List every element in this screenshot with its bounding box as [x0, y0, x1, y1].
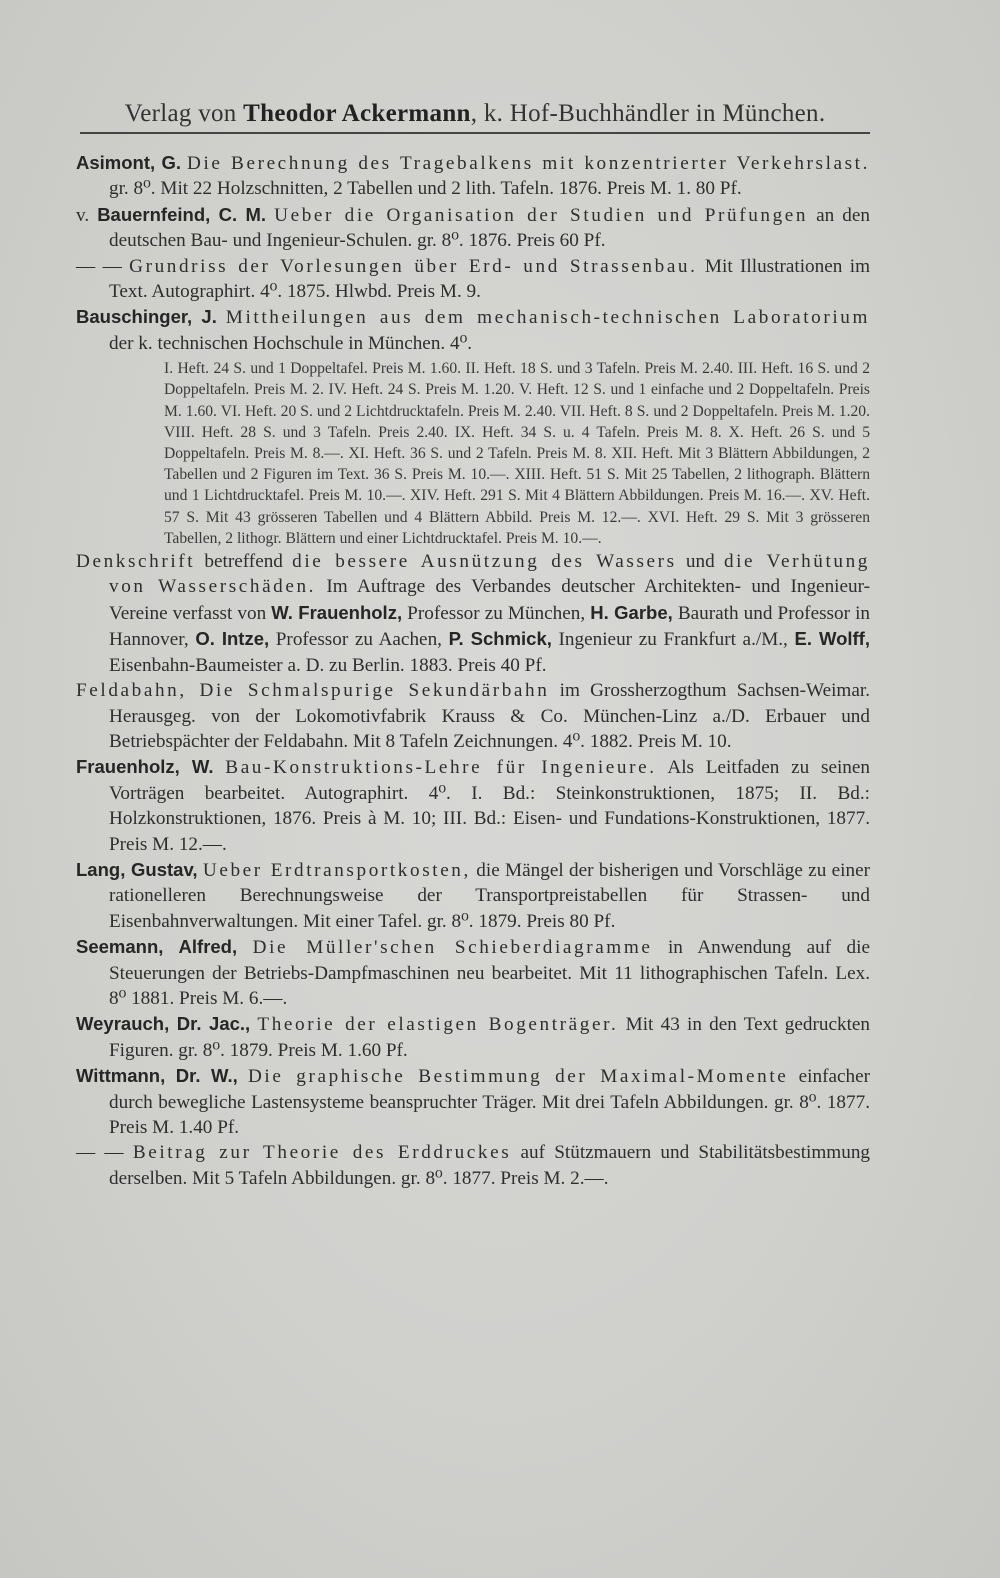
catalogue-entry	[76, 754, 870, 857]
entry-title: Ueber die Organisation der Studien und Prüfungen	[274, 204, 809, 226]
entry-title: Die graphische Bestimmung der Maximal-Momente	[247, 1066, 789, 1088]
entry-author: H. Garbe,	[590, 601, 673, 623]
catalogue-entry	[76, 549, 870, 678]
entry-author: E. Wolff,	[794, 628, 870, 650]
entry-title: Feldabahn, Die Schmalspurige Sekundärbahn	[76, 680, 550, 702]
entry-author: Frauenholz, W.	[76, 756, 214, 778]
entry-title: Theorie der elastigen Bogenträger.	[257, 1014, 619, 1036]
catalogue-entry	[76, 150, 870, 202]
entry-text: Eisenbahn-Baumeister a. D. zu Berlin. 1883. Preis 40 Pf.	[109, 654, 547, 676]
entry-text: Professor zu München,	[402, 602, 591, 624]
entry-author: Lang, Gustav,	[76, 858, 198, 880]
entry-author: O. Intze,	[195, 628, 270, 650]
entry-title: die bessere Ausnützung des Wassers	[292, 551, 677, 573]
entry-title: Mittheilungen aus dem mechanisch-technischen Laboratorium	[225, 307, 871, 329]
catalogue-entry	[76, 934, 870, 1011]
entry-dash: — —	[76, 255, 122, 277]
entry-author: Wittmann, Dr. W.,	[76, 1065, 238, 1087]
entry-text: Im Auftrage des Verbandes deutscher Architekten- und Ingenieur-Vereine verfasst von	[109, 576, 870, 624]
entry-details: im Grossherzogthum Sachsen-Weimar. Herausgeg. von der Lokomotivfabrik Krauss & Co. München-Linz a./D. Erbauer und Betriebspächter der Feldabahn. Mit 8 Tafeln Zeichnungen. 4⁰. 1882. Preis M. 10.	[109, 680, 870, 752]
entry-text: und	[676, 551, 724, 573]
entry-details: Mit 43 in den Text gedruckten Figuren. gr. 8⁰. 1879. Preis M. 1.60 Pf.	[109, 1014, 871, 1061]
publisher-header	[80, 100, 870, 128]
entry-prefix: v.	[76, 204, 98, 226]
entry-text: betreffend	[195, 551, 293, 573]
entry-text: Baurath und Professor in Hannover,	[109, 602, 871, 651]
entry-author: Seemann, Alfred,	[76, 936, 238, 958]
entry-title: Die Berechnung des Tragebalkens mit konzentrierter Verkehrslast.	[186, 153, 871, 174]
entry-details: die Mängel der bisherigen und Vorschläge zu einer rationelleren Berechnungsweise der Transportpreistabellen für Strassen- und Eisenbahnverwaltungen. Mit einer Tafel. gr. 8⁰. 1879. Preis 80 Pf.	[109, 859, 870, 932]
publisher-name: Theodor Ackermann	[243, 100, 471, 127]
entry-details: in Anwendung auf die Steuerungen der Betriebs-Dampfmaschinen neu bearbeitet. Mit 11 lithographischen Tafeln. Lex. 8⁰ 1881. Preis M. 6.—.	[109, 937, 871, 1009]
entry-author: Weyrauch, Dr. Jac.,	[76, 1013, 251, 1035]
catalogue-entry	[76, 202, 870, 254]
entry-details: der k. technischen Hochschule in München. 4⁰.	[109, 332, 473, 354]
header-prefix: Verlag von	[124, 100, 244, 127]
entry-details: an den deutschen Bau- und Ingenieur-Schulen. gr. 8⁰. 1876. Preis 60 Pf.	[109, 204, 870, 252]
catalogue-entry	[76, 1063, 870, 1140]
header-rule	[80, 132, 870, 134]
entry-title: Denkschrift	[76, 551, 196, 573]
entry-author: Bauschinger, J.	[76, 306, 217, 328]
catalogue-entry	[76, 1140, 870, 1191]
entry-details: einfacher durch bewegliche Lastensysteme beanspruchter Träger. Mit drei Tafeln Abbildungen. gr. 8⁰. 1877. Preis M. 1.40 Pf.	[109, 1066, 871, 1139]
entry-volume-list: I. Heft. 24 S. und 1 Doppeltafel. Preis M. 1.60. II. Heft. 18 S. und 3 Tafeln. Preis M. 2.40. III. Heft. 16 S. und 2 Doppeltafeln. Preis M. 2. IV. Heft. 24 S. Preis M. 1.20. V. Heft. 12 S. und 1 einfache und 2 Doppeltafeln. Preis M. 1.60. VI. Heft. 20 S. und 2 Lichtdrucktafeln. Preis M. 2.40. VII. Heft. 8 S. und 2 Doppeltafeln. Preis M. 1.20. VIII. Heft. 28 S. und 3 Tafeln. Preis 2.40. IX. Heft. 34 S. u. 4 Tafeln. Preis M. 8. X. Heft. 26 S. und 5 Doppeltafeln. Preis M. 8.—. XI. Heft. 36 S. und 2 Tafeln. Preis M. 8. XII. Heft. Mit 3 Blättern Abbildungen, 2 Tabellen und 2 Figuren im Text. 36 S. Preis M. 10.—. XIII. Heft. 51 S. Mit 25 Tabellen, 2 lithograph. Blättern und 1 Lichtdrucktafel. Preis M. 10.—. XIV. Heft. 291 S. Mit 4 Blättern Abbildungen. Preis M. 16.—. XV. Heft. 57 S. Mit 43 grösseren Tabellen und 4 Blättern Abbild. Preis M. 12.—. XVI. Heft. 29 S. Mit 3 grösseren Tabellen, 2 lithogr. Blättern und einer Lichtdrucktafel. Preis M. 10.—.	[164, 360, 870, 547]
entry-text: Ingenieur zu Frankfurt a./M.,	[551, 629, 795, 651]
header-suffix: , k. Hof-Buchhändler in München.	[470, 100, 826, 127]
entry-title: Bau-Konstruktions-Lehre für Ingenieure.	[225, 757, 657, 779]
entry-author: Bauernfeind, C. M.	[97, 203, 267, 225]
entry-dash: — —	[76, 1142, 124, 1164]
entry-title: Grundriss der Vorlesungen über Erd- und Strassenbau.	[129, 255, 698, 277]
entry-author: P. Schmick,	[448, 628, 552, 650]
entry-title: Ueber Erdtransportkosten,	[202, 859, 471, 881]
entry-title: Beitrag zur Theorie des Erddruckes	[132, 1142, 512, 1164]
catalogue-entry	[76, 254, 870, 305]
entry-text: Professor zu Aachen,	[269, 629, 449, 651]
catalogue-entry	[76, 304, 870, 356]
entry-details: Mit Illustrationen im Text. Autographirt. 4⁰. 1875. Hlwbd. Preis M. 9.	[109, 255, 870, 303]
entry-author: W. Frauenholz,	[271, 601, 403, 623]
entry-title: Die Müller'schen Schieberdiagramme	[252, 937, 653, 959]
entry-title: die Verhütung von Wasserschäden.	[109, 551, 870, 598]
entry-details: gr. 8⁰. Mit 22 Holzschnitten, 2 Tabellen und 2 lith. Tafeln. 1876. Preis M. 1. 80 Pf.	[109, 178, 742, 200]
catalogue-entry	[76, 678, 870, 754]
catalogue-entry	[76, 857, 870, 934]
catalogue-list	[76, 150, 870, 1191]
catalogue-entry	[76, 1011, 870, 1063]
entry-details: Als Leitfaden zu seinen Vorträgen bearbeitet. Autographirt. 4⁰. I. Bd.: Steinkonstruktionen, 1875; II. Bd.: Holzkonstruktionen, 1876. Preis à M. 10; III. Bd.: Eisen- und Fundations-Konstruktionen, 1877. Preis M. 12.—.	[109, 757, 870, 855]
entry-author: Asimont, G.	[76, 152, 181, 173]
entry-details: auf Stützmauern und Stabilitätsbestimmung derselben. Mit 5 Tafeln Abbildungen. gr. 8⁰. 1877. Preis M. 2.—.	[109, 1142, 871, 1189]
